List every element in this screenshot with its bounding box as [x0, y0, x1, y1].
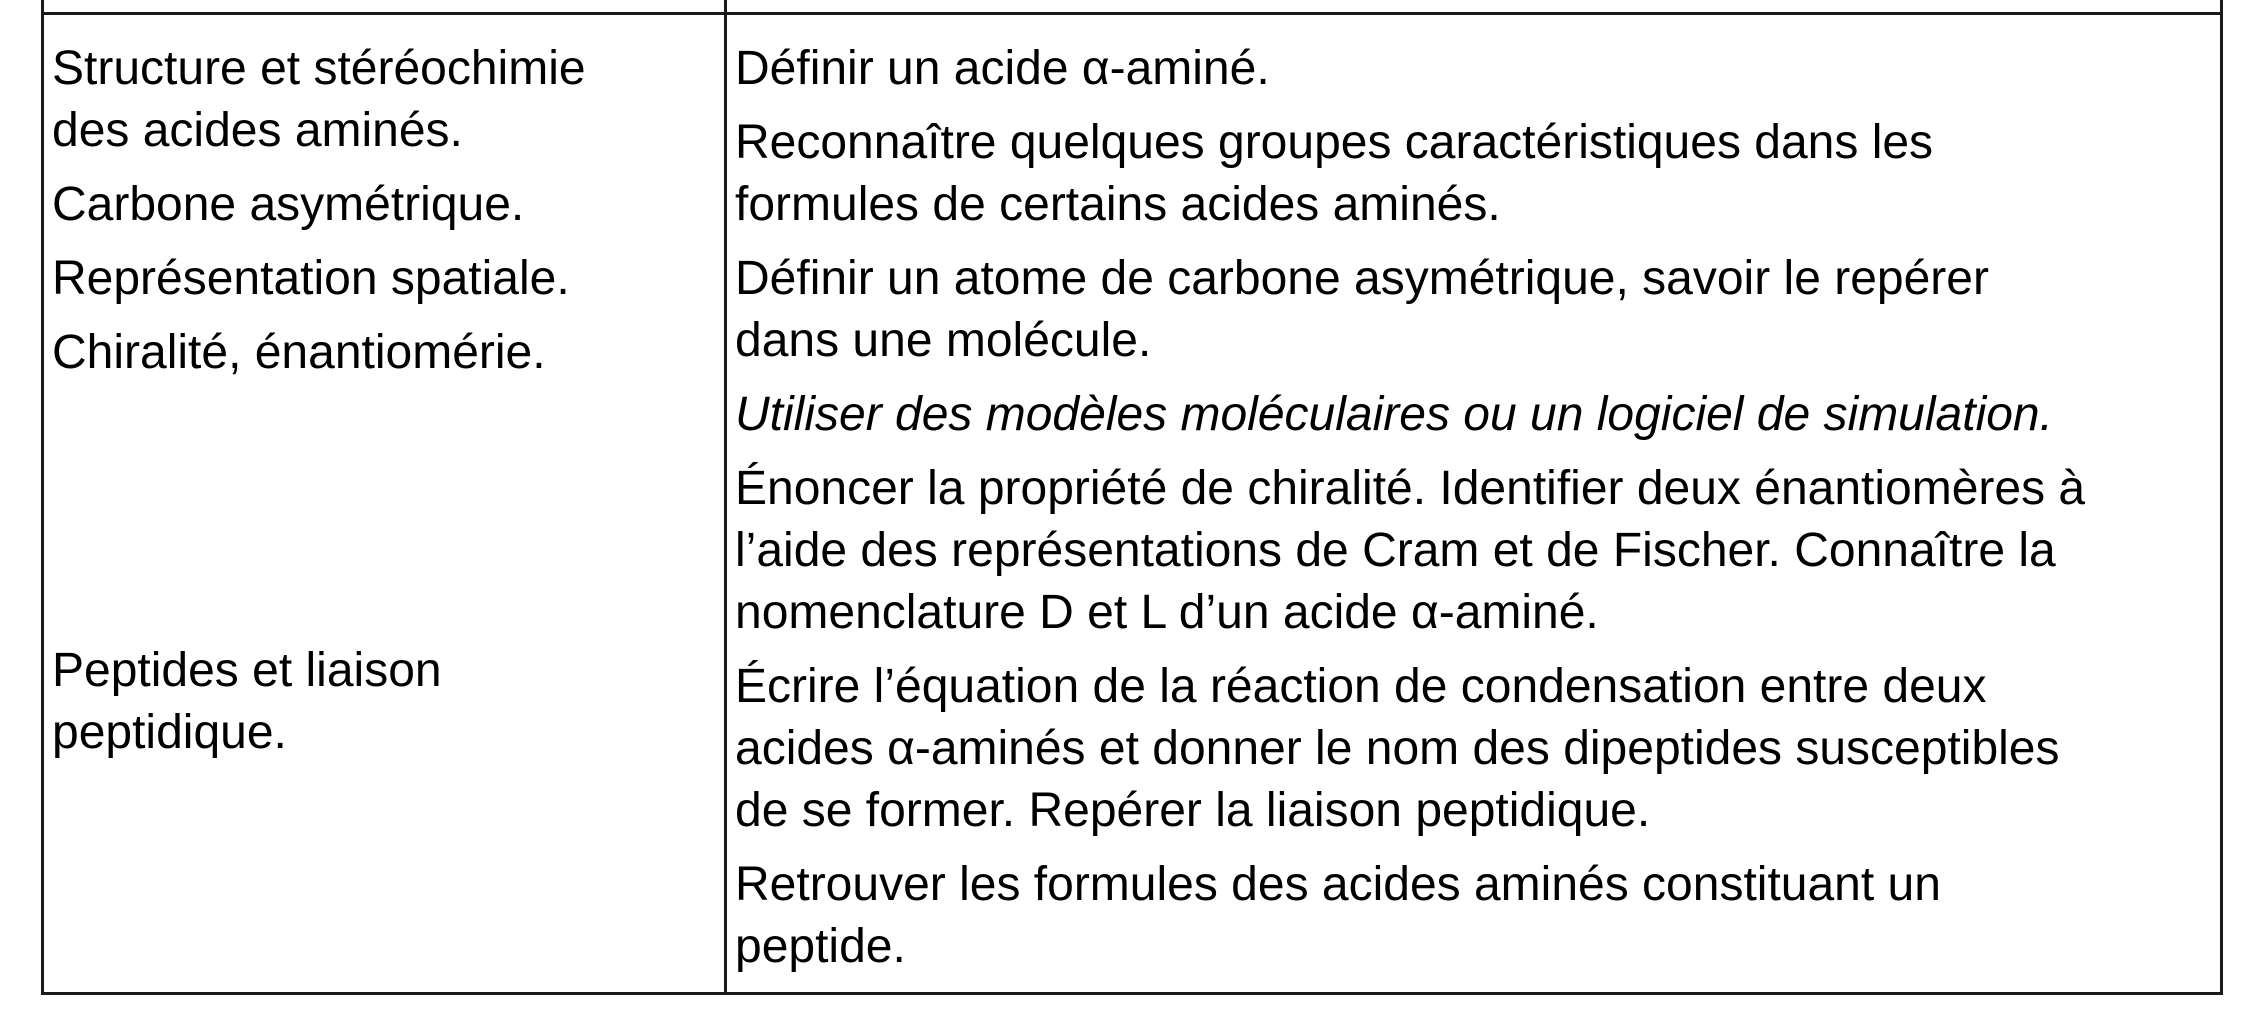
competence-line: Utiliser des modèles moléculaires ou un logiciel de simulation.: [735, 388, 2053, 441]
notion-line: peptidique.: [52, 706, 287, 759]
column-spacer: [52, 396, 712, 640]
competence-line: acides α-aminés et donner le nom des dipeptides susceptibles: [735, 722, 2060, 775]
competence-item: [735, 112, 2215, 236]
competence-line: formules de certains acides aminés.: [735, 178, 1501, 231]
notion-line: Représentation spatiale.: [52, 252, 570, 305]
competence-line: Retrouver les formules des acides aminés constituant un: [735, 858, 1941, 911]
table-top-rule: [41, 12, 2223, 15]
competence-item: [735, 458, 2215, 644]
notions-column: [52, 38, 712, 776]
notion-line: Chiralité, énantiomérie.: [52, 326, 546, 379]
notion-carbone: [52, 174, 712, 236]
notion-line: Carbone asymétrique.: [52, 178, 525, 231]
notion-peptides: [52, 640, 712, 764]
notion-line: Structure et stéréochimie: [52, 42, 586, 95]
competence-line: Définir un atome de carbone asymétrique, savoir le repérer: [735, 252, 1989, 305]
notion-line: des acides aminés.: [52, 104, 463, 157]
competence-line: Reconnaître quelques groupes caractéristiques dans les: [735, 116, 1934, 169]
competence-item: [735, 854, 2215, 978]
notion-representation: [52, 248, 712, 310]
competence-line: dans une molécule.: [735, 314, 1152, 367]
notion-structure: [52, 38, 712, 162]
competence-line: nomenclature D et L d’un acide α-aminé.: [735, 586, 1599, 639]
competence-item: [735, 248, 2215, 372]
notion-chiralite: [52, 322, 712, 384]
competence-item-activity: [735, 384, 2215, 446]
competence-line: peptide.: [735, 920, 906, 973]
competence-line: Définir un acide α-aminé.: [735, 42, 1270, 95]
competence-line: Écrire l’équation de la réaction de condensation entre deux: [735, 660, 1987, 713]
competence-item: [735, 38, 2215, 100]
competence-line: l’aide des représentations de Cram et de Fischer. Connaître la: [735, 524, 2056, 577]
notion-line: Peptides et liaison: [52, 644, 442, 697]
competences-column: [735, 38, 2215, 990]
competence-line: de se former. Repérer la liaison peptidique.: [735, 784, 1651, 837]
competence-item: [735, 656, 2215, 842]
column-divider: [724, 0, 727, 995]
competence-line: Énoncer la propriété de chiralité. Identifier deux énantiomères à: [735, 462, 2086, 515]
